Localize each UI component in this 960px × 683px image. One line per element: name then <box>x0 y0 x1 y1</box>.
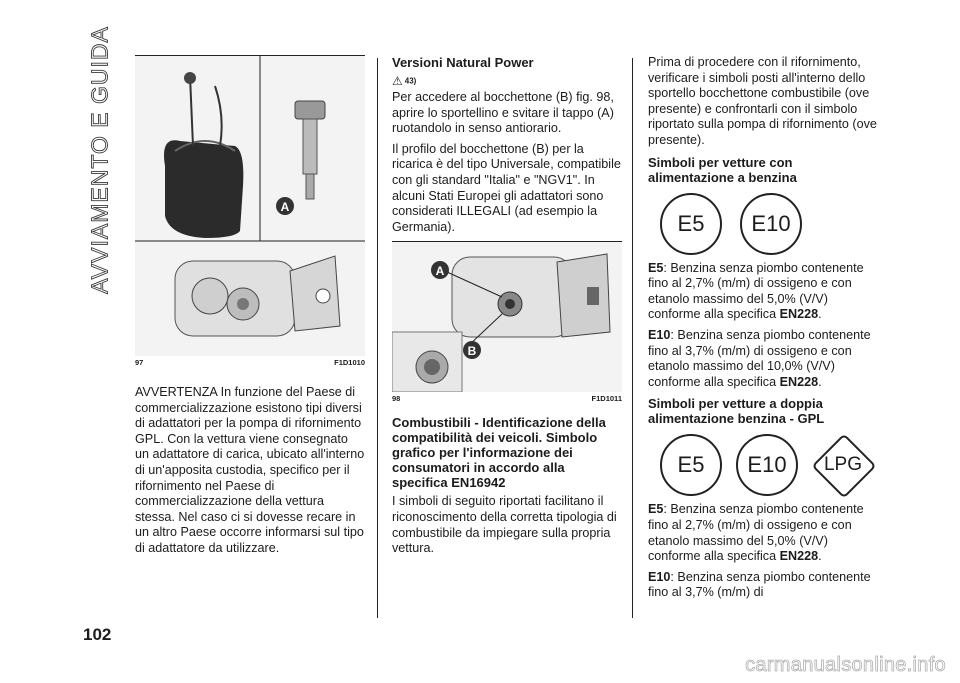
lpg-badge-text: LPG <box>823 454 863 476</box>
e10-text: : Benzina senza piombo contenente fino al 3,7% (m/m) di ossigeno e con etanolo massimo del 10,0% (V/V) conforme alla specifica <box>648 327 871 389</box>
e10-badge: E10 <box>740 193 802 255</box>
page-number: 102 <box>83 625 112 644</box>
warning-text: AVVERTENZA In funzione del Paese di commercializzazione esistono tipi diversi di adattatori per la pompa di rifornimento GPL. Con la vettura viene consegnato un adattatore di carica, ubicato all'interno di un'apposita custodia, specifico per il rifornimento nel Paese di commercializzazione della vettura stessa. Nel caso ci si dovesse recare in un altro Paese occorre informarsi sul tipo di adattatore da utilizzare. <box>135 385 365 555</box>
paragraph: Il profilo del bocchettone (B) per la ricarica è del tipo Universale, compatibile con gli standard "Italia" e "NGV1". In alcuni Stati Europei gli adattatori sono considerati ILLEGALI (ad esempio la Germania). <box>392 141 621 234</box>
heading-petrol-symbols: Simboli per vetture con alimentazione a benzina <box>648 154 797 185</box>
label-b: B <box>467 344 477 359</box>
watermark: carmanualsonline.info <box>745 654 946 676</box>
figure-number: 98 <box>392 394 401 404</box>
warning-reference <box>392 72 622 88</box>
section-title-text: AVVIAMENTO E GUIDA <box>86 26 113 294</box>
heading-fuel-identification: Combustibili - Identificazione della compatibilità dei veicoli. Simbolo grafico per l'informazione dei consumatori in accordo alla specifica EN16942 <box>392 415 606 491</box>
column-2 <box>392 55 622 562</box>
e10-description: E10: Benzina senza piombo contenente fino al 3,7% (m/m) di ossigeno e con etanolo massimo del 10,0% (V/V) conforme alla specifica EN228. <box>648 327 871 389</box>
column-1 <box>135 55 365 557</box>
paragraph: Prima di procedere con il rifornimento, verificare i simboli posti all'interno dello sportello bocchettone combustibile (ove presente) e confrontarli con il simbolo riportato sulla pompa di rifornimento (ove presente). <box>648 55 877 147</box>
figure-number: 97 <box>135 358 144 367</box>
e5-label: E5 <box>648 502 664 517</box>
e5-text: : Benzina senza piombo contenente fino al 2,7% (m/m) di ossigeno e con etanolo massimo del 5,0% (V/V) conforme alla specifica <box>648 502 864 564</box>
figure-code: F1D1011 <box>591 394 622 404</box>
lpg-badges <box>660 434 880 496</box>
e5-text: : Benzina senza piombo contenente fino al 2,7% (m/m) di ossigeno e con etanolo massimo del 5,0% (V/V) conforme alla specifica <box>648 260 864 322</box>
petrol-badges <box>660 193 880 255</box>
e5-description: E5: Benzina senza piombo contenente fino al 2,7% (m/m) di ossigeno e con etanolo massimo del 5,0% (V/V) conforme alla specifica EN228. <box>648 260 864 322</box>
figure-97-caption <box>135 358 365 367</box>
standard-label: EN228 <box>779 307 819 322</box>
reference-number: 43) <box>404 76 417 86</box>
e10-label: E10 <box>648 327 671 342</box>
figure-98 <box>392 241 622 392</box>
paragraph: I simboli di seguito riportati facilitano il riconoscimento della corretta tipologia di combustibile da impiegare sulla propria vettura. <box>392 494 617 556</box>
paragraph: Per accedere al bocchettone (B) fig. 98, aprire lo sportellino e svitare il tappo (A) ruotandolo in senso antiorario. <box>392 90 614 136</box>
standard-label: EN228 <box>779 549 819 564</box>
column-divider <box>377 58 378 618</box>
e5-description: E5: Benzina senza piombo contenente fino al 2,7% (m/m) di ossigeno e con etanolo massimo del 5,0% (V/V) conforme alla specifica EN228. <box>648 502 864 564</box>
figure-code: F1D1010 <box>334 358 365 367</box>
e10-badge: E10 <box>736 434 798 496</box>
lpg-badge <box>812 434 874 496</box>
heading-lpg-symbols: Simboli per vetture a doppia alimentazione benzina - GPL <box>648 396 825 427</box>
e5-badge: E5 <box>660 434 722 496</box>
e10-text: : Benzina senza piombo contenente fino al 3,7% (m/m) di <box>648 569 871 600</box>
e10-label: E10 <box>648 569 671 584</box>
warning-triangle-icon: ⚠ <box>392 74 403 88</box>
figure-98-illustration <box>392 242 622 392</box>
label-a: A <box>435 264 445 279</box>
e5-label: E5 <box>648 260 664 275</box>
column-3 <box>648 55 880 606</box>
column-divider <box>632 58 633 618</box>
e10-description <box>648 570 880 601</box>
figure-98-caption <box>392 394 622 403</box>
e5-badge: E5 <box>660 193 722 255</box>
heading-natural-power: Versioni Natural Power <box>392 55 534 70</box>
figure-97-illustration <box>135 56 365 356</box>
figure-97 <box>135 55 365 356</box>
standard-label: EN228 <box>779 374 819 389</box>
label-a: A <box>280 200 290 214</box>
section-side-title <box>80 26 120 294</box>
